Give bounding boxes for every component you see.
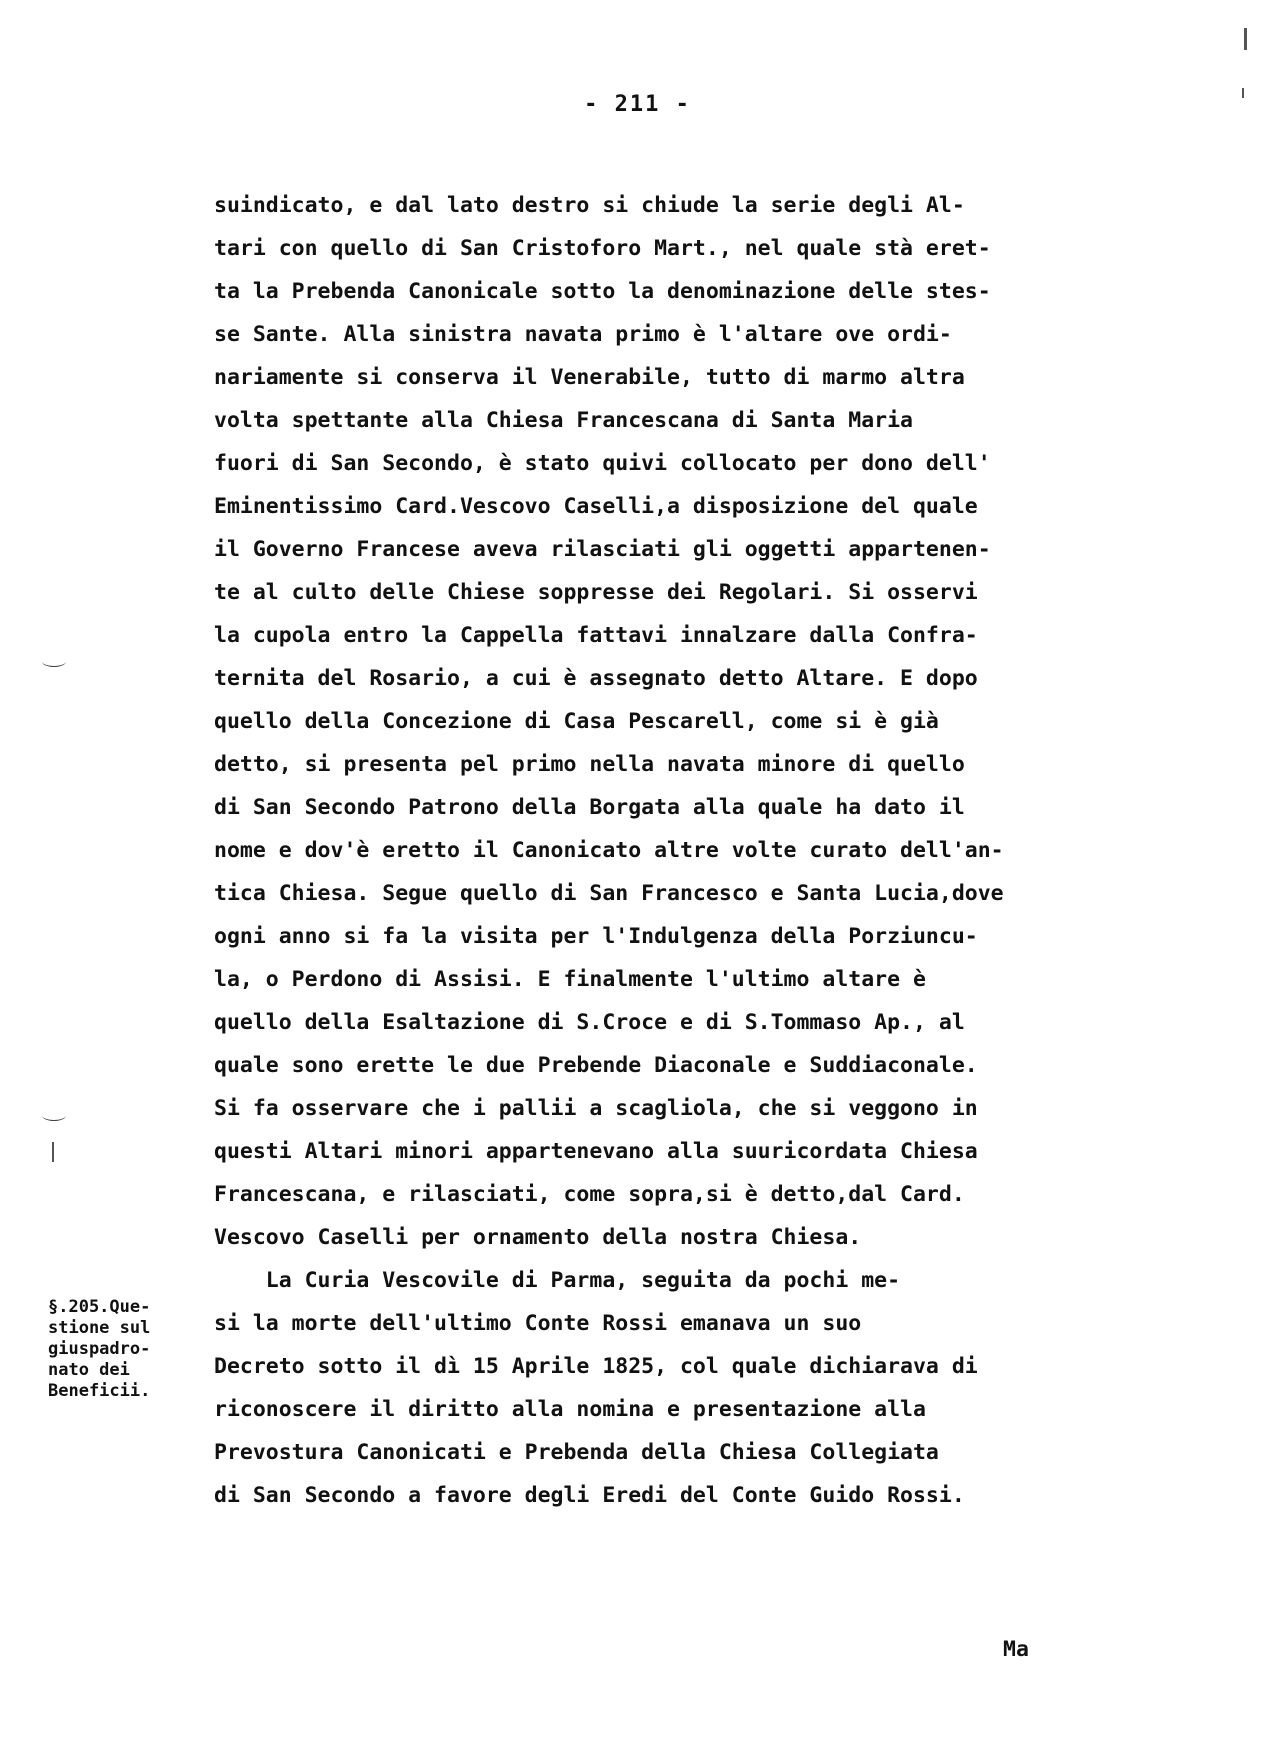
margin-note [48,1297,208,1402]
scan-mark-right [1244,28,1247,50]
text-line: Eminentissimo Card.Vescovo Caselli,a disposizione del quale [214,494,978,519]
text-line: nome e dov'è eretto il Canonicato altre volte curato dell'an- [214,838,1004,863]
text-line: di San Secondo Patrono della Borgata alla quale ha dato il [214,795,965,820]
text-line: quello della Esaltazione di S.Croce e di S.Tommaso Ap., al [214,1010,965,1035]
text-line: la, o Perdono di Assisi. E finalmente l'ultimo altare è [214,967,926,992]
text-line: la cupola entro la Cappella fattavi innalzare dalla Confra- [214,623,978,648]
scan-mark-left-2 [42,1110,66,1121]
text-line: ta la Prebenda Canonicale sotto la denominazione delle stes- [214,279,991,304]
text-line: Vescovo Caselli per ornamento della nostra Chiesa. [214,1225,862,1250]
text-line: se Sante. Alla sinistra navata primo è l'altare ove ordi- [214,322,952,347]
text-line: ogni anno si fa la visita per l'Indulgenza della Porziuncu- [214,924,978,949]
margin-note-line: stione sul [48,1318,151,1338]
scan-mark-left-3 [52,1142,54,1162]
text-line: detto, si presenta pel primo nella navata minore di quello [214,752,965,777]
margin-note-line: Beneficii. [48,1381,151,1401]
text-line: Si fa osservare che i pallii a scagliola, che si veggono in [214,1096,978,1121]
text-line: fuori di San Secondo, è stato quivi collocato per dono dell' [214,451,991,476]
text-line: Prevostura Canonicati e Prebenda della Chiesa Collegiata [214,1440,939,1465]
text-line: La Curia Vescovile di Parma, seguita da pochi me- [214,1268,901,1293]
text-line: di San Secondo a favore degli Eredi del Conte Guido Rossi. [214,1483,965,1508]
scan-mark-left-1 [42,656,66,667]
margin-note-line: giuspadro- [48,1339,151,1359]
margin-note-line: nato dei [48,1360,130,1380]
text-line: si la morte dell'ultimo Conte Rossi emanava un suo [214,1311,862,1336]
text-line: quello della Concezione di Casa Pescarell, come si è già [214,709,939,734]
margin-note-line: §.205.Que- [48,1297,151,1317]
text-line: suindicato, e dal lato destro si chiude la serie degli Al- [214,193,965,218]
text-line: Decreto sotto il dì 15 Aprile 1825, col quale dichiarava di [214,1354,978,1379]
text-line: riconoscere il diritto alla nomina e presentazione alla [214,1397,926,1422]
text-line: tica Chiesa. Segue quello di San Francesco e Santa Lucia,dove [214,881,1004,906]
catchword: Ma [1003,1637,1029,1662]
text-line: te al culto delle Chiese soppresse dei Regolari. Si osservi [214,580,978,605]
scan-mark-right-2 [1242,88,1244,98]
text-line: quale sono erette le due Prebende Diaconale e Suddiaconale. [214,1053,978,1078]
text-line: volta spettante alla Chiesa Francescana di Santa Maria [214,408,913,433]
text-line: tari con quello di San Cristoforo Mart., nel quale stà eret- [214,236,991,261]
body-text [214,184,1144,1517]
text-line: il Governo Francese aveva rilasciati gli oggetti appartenen- [214,537,991,562]
text-line: Francescana, e rilasciati, come sopra,si è detto,dal Card. [214,1182,965,1207]
text-line: nariamente si conserva il Venerabile, tutto di marmo altra [214,365,965,390]
text-line: ternita del Rosario, a cui è assegnato detto Altare. E dopo [214,666,978,691]
text-line: questi Altari minori appartenevano alla suuricordata Chiesa [214,1139,978,1164]
page-number: - 211 - [584,92,691,117]
